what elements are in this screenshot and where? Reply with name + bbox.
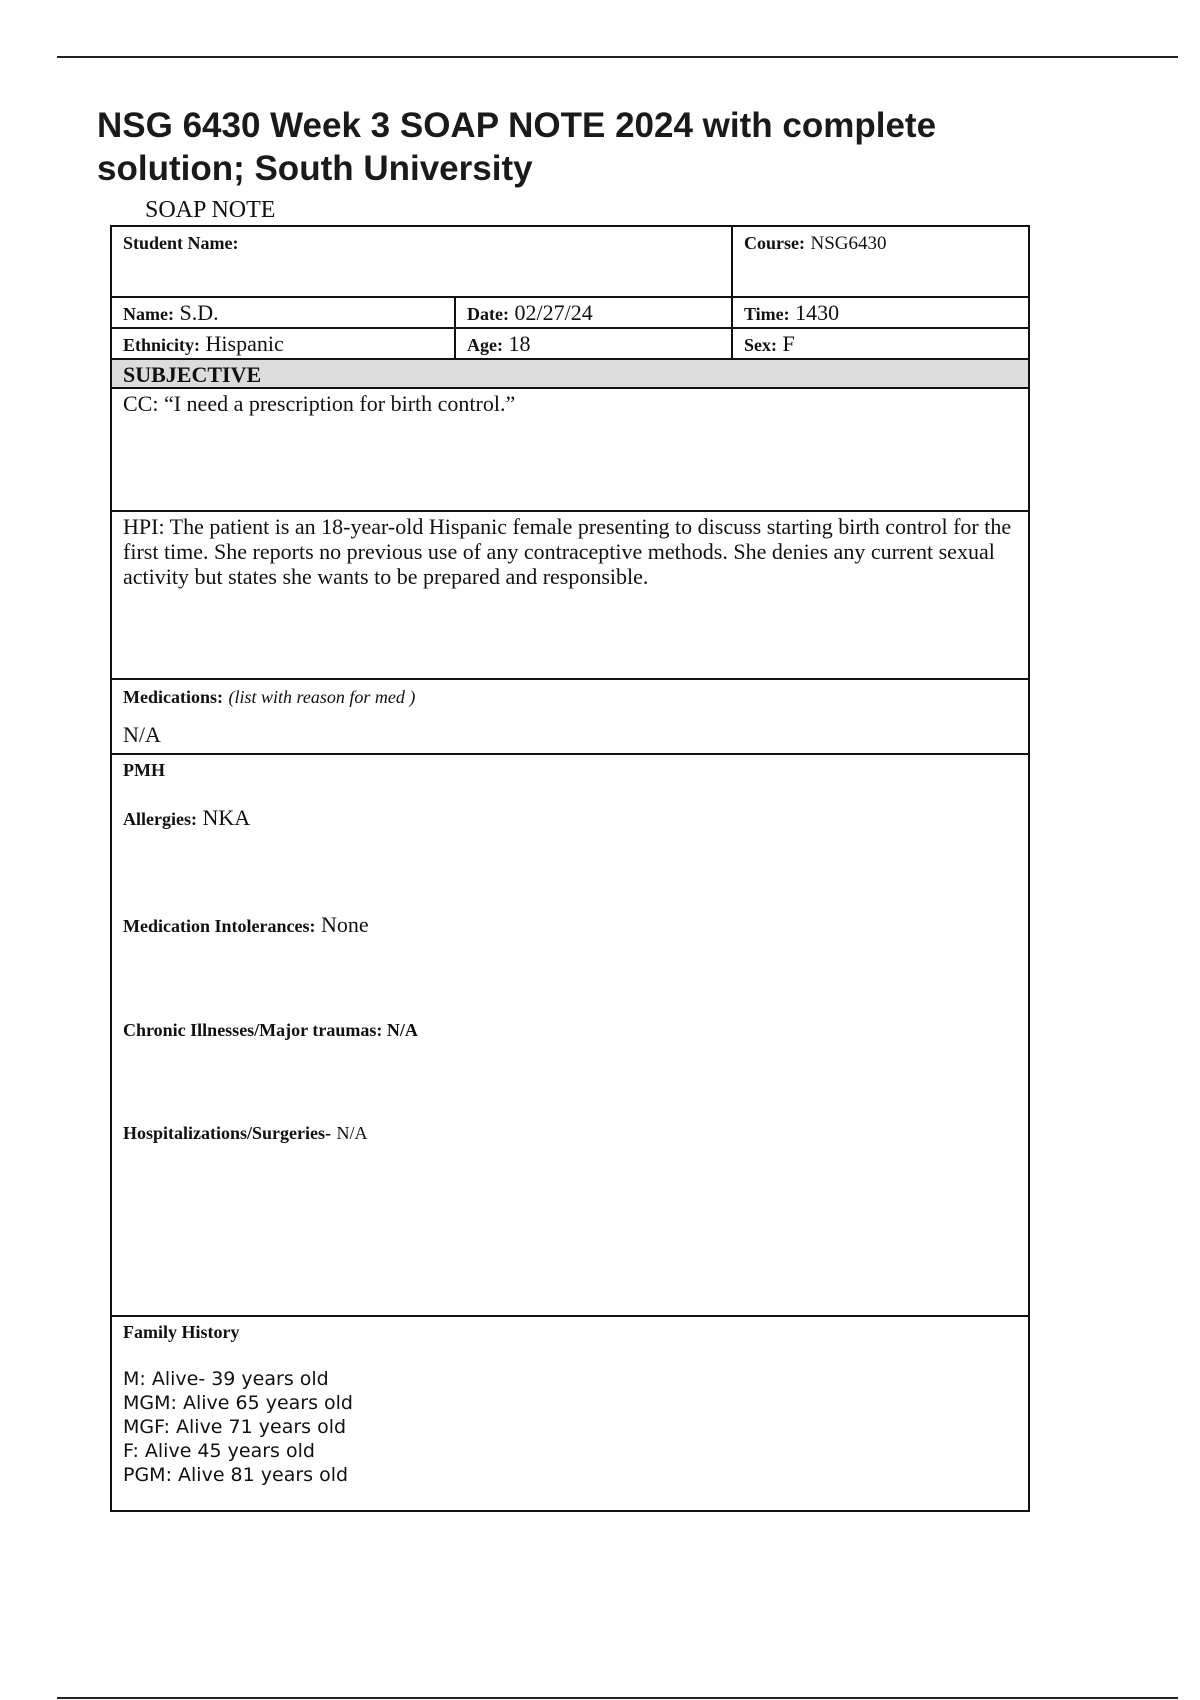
sex-label: Sex: (744, 335, 777, 355)
pmh-label: PMH (123, 760, 165, 780)
form-heading: SOAP NOTE (145, 197, 276, 223)
course-value: NSG6430 (810, 233, 887, 254)
age-value: 18 (508, 331, 531, 356)
name-cell (111, 297, 455, 328)
family-history-text: M: Alive- 39 years old MGM: Alive 65 years old MGF: Alive 71 years old F: Alive 45 years old PGM: Alive 81 years old (123, 1368, 353, 1486)
student-name-label: Student Name: (123, 233, 239, 253)
top-rule (57, 56, 1178, 58)
family-history-label: Family History (123, 1322, 240, 1342)
date-label: Date: (467, 304, 509, 324)
name-value: S.D. (179, 300, 219, 325)
chief-complaint: CC: “I need a prescription for birth control.” (111, 388, 1029, 511)
allergies-value: NKA (202, 805, 251, 830)
subjective-band-label: SUBJECTIVE (111, 359, 1029, 388)
family-history-row (111, 1316, 1029, 1511)
intolerances-value: None (320, 912, 369, 937)
medications-label: Medications: (123, 687, 223, 707)
student-name-cell (111, 226, 732, 297)
medications-cell (111, 679, 1029, 754)
subjective-band (111, 359, 1029, 388)
age-cell (455, 328, 732, 359)
hospitalizations-label: Hospitalizations/Surgeries- (123, 1123, 331, 1143)
medications-value: N/A (123, 722, 161, 747)
time-cell (732, 297, 1029, 328)
student-row (111, 226, 1029, 297)
patient-row-1 (111, 297, 1029, 328)
age-label: Age: (467, 335, 503, 355)
pmh-cell (111, 754, 1029, 1316)
chronic-label: Chronic Illnesses/Major traumas: N/A (123, 1020, 418, 1040)
hpi-text: HPI: The patient is an 18-year-old Hispanic female presenting to discuss starting birth control for the first time. She reports no previous use of any contraceptive methods. She denies any current sexual activity but states she wants to be prepared and responsible. (111, 511, 1029, 679)
course-label: Course: (744, 233, 805, 253)
time-value: 1430 (795, 300, 840, 325)
sex-value: F (782, 331, 795, 356)
soap-note-form (110, 225, 1028, 1512)
date-value: 02/27/24 (514, 300, 593, 325)
intolerances-line (123, 912, 1017, 939)
allergies-label: Allergies: (123, 809, 197, 829)
hospitalizations-line (123, 1119, 1017, 1146)
name-label: Name: (123, 304, 174, 324)
course-cell (732, 226, 1029, 297)
bottom-rule (57, 1697, 1178, 1699)
time-label: Time: (744, 304, 790, 324)
intolerances-label: Medication Intolerances: (123, 916, 316, 936)
date-cell (455, 297, 732, 328)
ethnicity-label: Ethnicity: (123, 335, 201, 355)
ethnicity-cell (111, 328, 455, 359)
cc-row (111, 388, 1029, 511)
family-history-cell (111, 1316, 1029, 1511)
chronic-line (123, 1016, 1017, 1043)
sex-cell (732, 328, 1029, 359)
medications-hint: (list with reason for med ) (228, 687, 416, 707)
document-title: NSG 6430 Week 3 SOAP NOTE 2024 with complete solution; South University (97, 106, 937, 188)
pmh-row (111, 754, 1029, 1316)
allergies-line (123, 805, 1017, 832)
hospitalizations-value: N/A (336, 1123, 368, 1143)
soap-table (110, 225, 1030, 1512)
hpi-row (111, 511, 1029, 679)
ethnicity-value: Hispanic (205, 331, 284, 356)
patient-row-2 (111, 328, 1029, 359)
medications-row (111, 679, 1029, 754)
